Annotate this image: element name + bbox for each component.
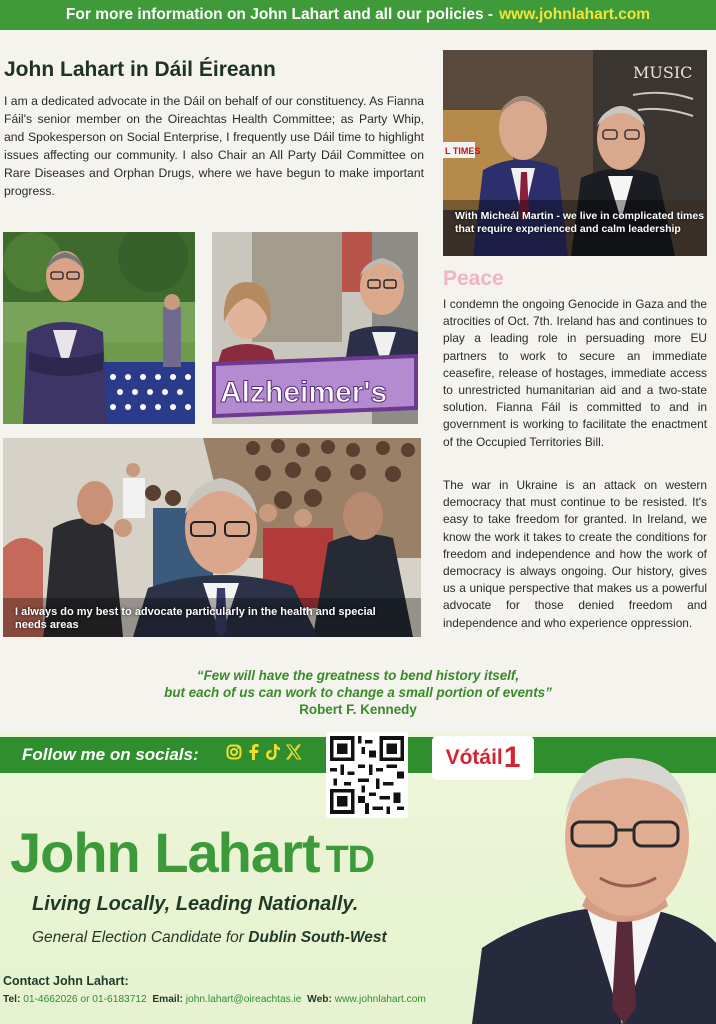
alzheimers-sign-text: Alzheimer's [220,376,388,409]
section-heading: John Lahart in Dáil Éireann [4,58,276,81]
tv-sign-text: L TIMES [445,146,481,156]
peace-title: Peace [443,267,504,290]
tel-label: Tel: [3,994,21,1005]
x-icon[interactable] [286,744,301,765]
crowd-caption: I always do my best to advocate particularly in the health and special needs areas [15,606,376,631]
description-text: General Election Candidate for [32,929,244,946]
slogan: Living Locally, Leading Nationally. [32,893,359,915]
facebook-icon[interactable] [248,744,260,765]
tiktok-icon[interactable] [266,744,280,765]
constituency: Dublin South-West [248,929,387,946]
photo-with-micheal-martin [443,50,707,256]
top-banner [0,0,716,30]
intro-paragraph: I am a dedicated advocate in the Dáil on behalf of our constituency. As Fianna Fáil's senior member on the Oireachtas Health Committee; as Party Whip, and Spokesperson on Social Enterprise, I frequently use Dáil time to highlight issues affecting our community. I also Chair an All Party Dáil Committee on Rare Diseases and Orphan Drugs, where we have begun to make important progress. [4,94,424,198]
vote-number: 1 [503,741,521,774]
candidate-name-text: John Lahart [10,821,320,884]
social-icons [226,744,301,765]
banner-url[interactable]: www.johnlahart.com [499,6,651,23]
peace-paragraph-1: I condemn the ongoing Genocide in Gaza and the atrocities of Oct. 7th. Ireland has and continues to play a leading role in persuading more EU partners to work to secure an immediate ceasefire, release of hostages, immediate access to unrestricted humanitarian aid and a two-state solution. Fianna Fáil is committed to and in government is working to facilitate the enactment of the Occupied Territories Bill. [443,297,707,449]
contact-line [3,994,426,1005]
candidate-suffix: TD [325,839,375,881]
kennedy-quote [0,667,716,718]
qr-code[interactable] [326,732,408,818]
peace-paragraph-2: The war in Ukraine is an attack on western democracy that must continue to be resisted. It's easy to take freedom for granted. In Ireland, we know the work it takes to create the conditions for freedom and independence and how the work of democracy is always ongoing. Our history, gives us a unique perspective that makes us a powerful advocate for those denied freedom and independence and who experience oppression. [443,478,707,630]
photo-crowd-selfie [3,438,421,637]
martin-caption: With Micheál Martin - we live in complicated times that require experienced and calm leadership [455,210,705,235]
web-label: Web: [307,994,332,1005]
web-value[interactable]: www.johnlahart.com [334,994,426,1005]
banner-text: For more information on John Lahart and all our policies - [65,6,494,23]
contact-title: Contact John Lahart: [3,974,129,988]
photo-garden-party [3,232,195,424]
email-value[interactable]: john.lahart@oireachtas.ie [185,994,302,1005]
candidate-portrait [472,738,716,1024]
music-sign-text: MUSIC [633,63,693,82]
quote-line-1: “Few will have the greatness to bend history itself, [196,668,520,683]
tel-value[interactable]: 01-4662026 or 01-6183712 [23,994,147,1005]
vote-text: Vótáil [445,746,503,769]
photo-alzheimers [212,232,418,424]
email-label: Email: [152,994,183,1005]
instagram-icon[interactable] [226,744,242,765]
follow-label: Follow me on socials: [22,745,199,764]
candidate-description [32,929,387,947]
quote-line-2: but each of us can work to change a small portion of events” [164,685,552,700]
quote-author: Robert F. Kennedy [299,702,417,717]
candidate-name [10,820,374,885]
